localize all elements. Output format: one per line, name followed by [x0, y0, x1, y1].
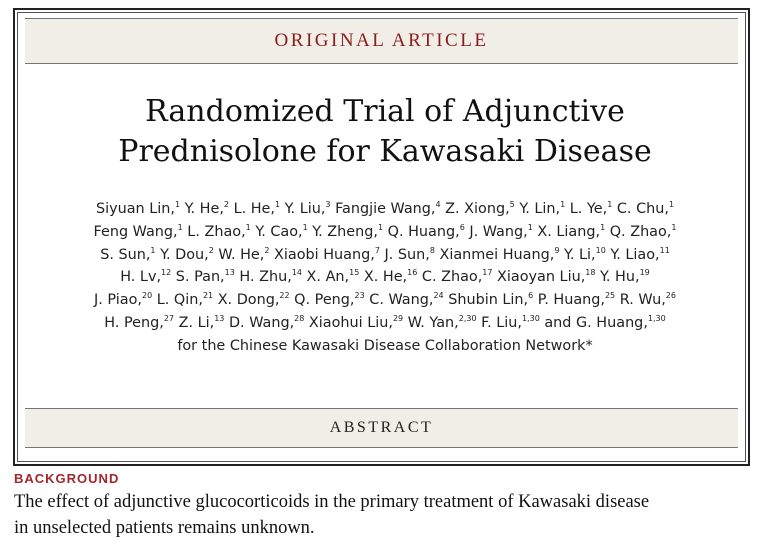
affiliation-marker: 1 [177, 222, 183, 232]
background-heading: BACKGROUND [14, 471, 120, 486]
affiliation-marker: 1 [671, 222, 677, 232]
author-name: L. Ye, [565, 201, 608, 217]
affiliation-marker: 25 [604, 291, 616, 301]
author-line [15, 198, 755, 221]
affiliation-marker: 1 [150, 245, 156, 255]
author-name: Z. Xiong, [440, 201, 510, 217]
author-name: F. Liu, [476, 314, 522, 331]
author-name: Y. Hu, [595, 269, 640, 286]
author-name: C. Wang, [364, 292, 434, 309]
author-line [15, 221, 755, 244]
author-name: Xianmei Huang, [434, 246, 555, 263]
author-name: J. Piao, [94, 292, 142, 309]
author-line [15, 289, 755, 312]
author-name: Q. Huang, [383, 223, 460, 240]
author-name: H. Lv, [120, 269, 162, 286]
affiliation-marker: 7 [374, 245, 380, 255]
affiliation-marker: 12 [161, 268, 172, 278]
affiliation-marker: 11 [659, 245, 670, 255]
affiliation-marker: 19 [639, 268, 650, 278]
affiliation-marker: 2,30 [458, 313, 477, 323]
affiliation-marker: 2 [264, 245, 270, 255]
affiliation-marker: 8 [429, 245, 435, 255]
author-name: Y. Liu, [280, 201, 326, 217]
author-line [15, 312, 755, 335]
affiliation-marker: 22 [279, 291, 290, 301]
affiliation-marker: 1 [560, 200, 566, 209]
background-text [14, 489, 759, 541]
author-name: Xiaobi Huang, [269, 246, 375, 263]
author-name: S. Pan, [171, 269, 225, 286]
affiliation-marker: 13 [214, 313, 225, 323]
author-name: C. Chu, [612, 201, 669, 217]
affiliation-marker: 21 [202, 291, 214, 301]
author-name: Xiaoyan Liu, [492, 269, 586, 286]
author-name: X. Dong, [213, 292, 280, 309]
affiliation-marker: 29 [392, 313, 404, 323]
affiliation-marker: 2 [208, 245, 214, 255]
author-name: Y. Li, [559, 246, 596, 263]
author-name: Y. Cao, [250, 223, 303, 240]
affiliation-marker: 23 [354, 291, 365, 301]
background-text-line: in unselected patients remains unknown. [14, 518, 315, 538]
author-name: P. Huang, [533, 292, 605, 309]
affiliation-marker: 15 [349, 268, 360, 278]
article-title-line-1: Randomized Trial of Adjunctive [145, 94, 625, 129]
author-name: J. Wang, [464, 223, 528, 240]
author-name: Feng Wang, [93, 223, 178, 240]
author-name: Shubin Lin, [443, 292, 529, 309]
author-name: Z. Li, [174, 314, 215, 331]
affiliation-marker: 1 [600, 222, 606, 232]
affiliation-marker: 1,30 [647, 313, 666, 323]
affiliation-marker: 1 [245, 222, 251, 232]
author-name: for the Chinese Kawasaki Disease Collaboration Network* [177, 337, 593, 354]
affiliation-marker: 26 [665, 291, 676, 301]
affiliation-marker: 13 [224, 268, 235, 278]
author-name: Fangjie Wang, [330, 201, 436, 217]
author-name: H. Zhu, [234, 269, 292, 286]
article-title-line-2: Prednisolone for Kawasaki Disease [118, 134, 652, 169]
article-type-band [25, 18, 738, 64]
affiliation-marker: 18 [585, 268, 596, 278]
affiliation-marker: 17 [482, 268, 493, 278]
affiliation-marker: 1,30 [521, 313, 540, 323]
author-name: R. Wu, [615, 292, 666, 309]
affiliation-marker: 3 [325, 200, 331, 209]
affiliation-marker: 16 [407, 268, 418, 278]
author-name: D. Wang, [224, 314, 295, 331]
affiliation-marker: 20 [141, 291, 153, 301]
author-name: Y. Dou, [155, 246, 209, 263]
author-name: Xiaohui Liu, [304, 314, 393, 331]
affiliation-marker: 1 [275, 200, 281, 209]
affiliation-marker: 27 [163, 313, 175, 323]
affiliation-marker: 6 [528, 291, 534, 301]
author-name: J. Sun, [379, 246, 430, 263]
author-name: Q. Zhao, [605, 223, 672, 240]
abstract-band [25, 408, 738, 448]
affiliation-marker: 24 [433, 291, 444, 301]
article-title [40, 92, 730, 172]
affiliation-marker: 5 [509, 200, 515, 209]
article-type-label: ORIGINAL ARTICLE [274, 30, 489, 51]
affiliation-marker: 10 [595, 245, 606, 255]
affiliation-marker: 2 [223, 200, 229, 209]
author-line [15, 244, 755, 267]
affiliation-marker: 1 [377, 222, 384, 232]
author-name: and G. Huang, [539, 314, 648, 331]
author-name: Y. Liao, [605, 246, 660, 263]
author-name: X. An, [301, 269, 350, 286]
author-name: C. Zhao, [417, 269, 483, 286]
author-name: L. He, [229, 201, 275, 217]
author-name: Siyuan Lin, [95, 201, 175, 217]
author-name: W. Yan, [403, 314, 459, 331]
affiliation-marker: 28 [294, 313, 305, 323]
affiliation-marker: 14 [291, 268, 302, 278]
author-name: S. Sun, [100, 246, 151, 263]
author-name: X. He, [359, 269, 408, 286]
author-list [15, 198, 755, 358]
affiliation-marker: 6 [459, 222, 465, 232]
author-name: Y. Zheng, [307, 223, 378, 240]
author-name: L. Qin, [152, 292, 203, 309]
author-name: W. He, [213, 246, 265, 263]
affiliation-marker: 1 [302, 222, 308, 232]
affiliation-marker: 4 [435, 200, 441, 209]
author-line [15, 266, 755, 289]
author-name: H. Peng, [104, 314, 164, 331]
background-text-line: The effect of adjunctive glucocorticoids in the primary treatment of Kawasaki disease [14, 492, 650, 512]
author-name: Y. Lin, [514, 201, 561, 217]
author-name: X. Liang, [532, 223, 601, 240]
affiliation-marker: 1 [668, 200, 675, 209]
author-line [15, 335, 755, 358]
affiliation-marker: 1 [527, 222, 533, 232]
affiliation-marker: 1 [174, 200, 181, 209]
author-name: Y. He, [180, 201, 224, 217]
affiliation-marker: 1 [607, 200, 613, 209]
author-name: L. Zhao, [182, 223, 246, 240]
affiliation-marker: 9 [554, 245, 560, 255]
author-name: Q. Peng, [289, 292, 355, 309]
abstract-heading: ABSTRACT [329, 419, 434, 436]
